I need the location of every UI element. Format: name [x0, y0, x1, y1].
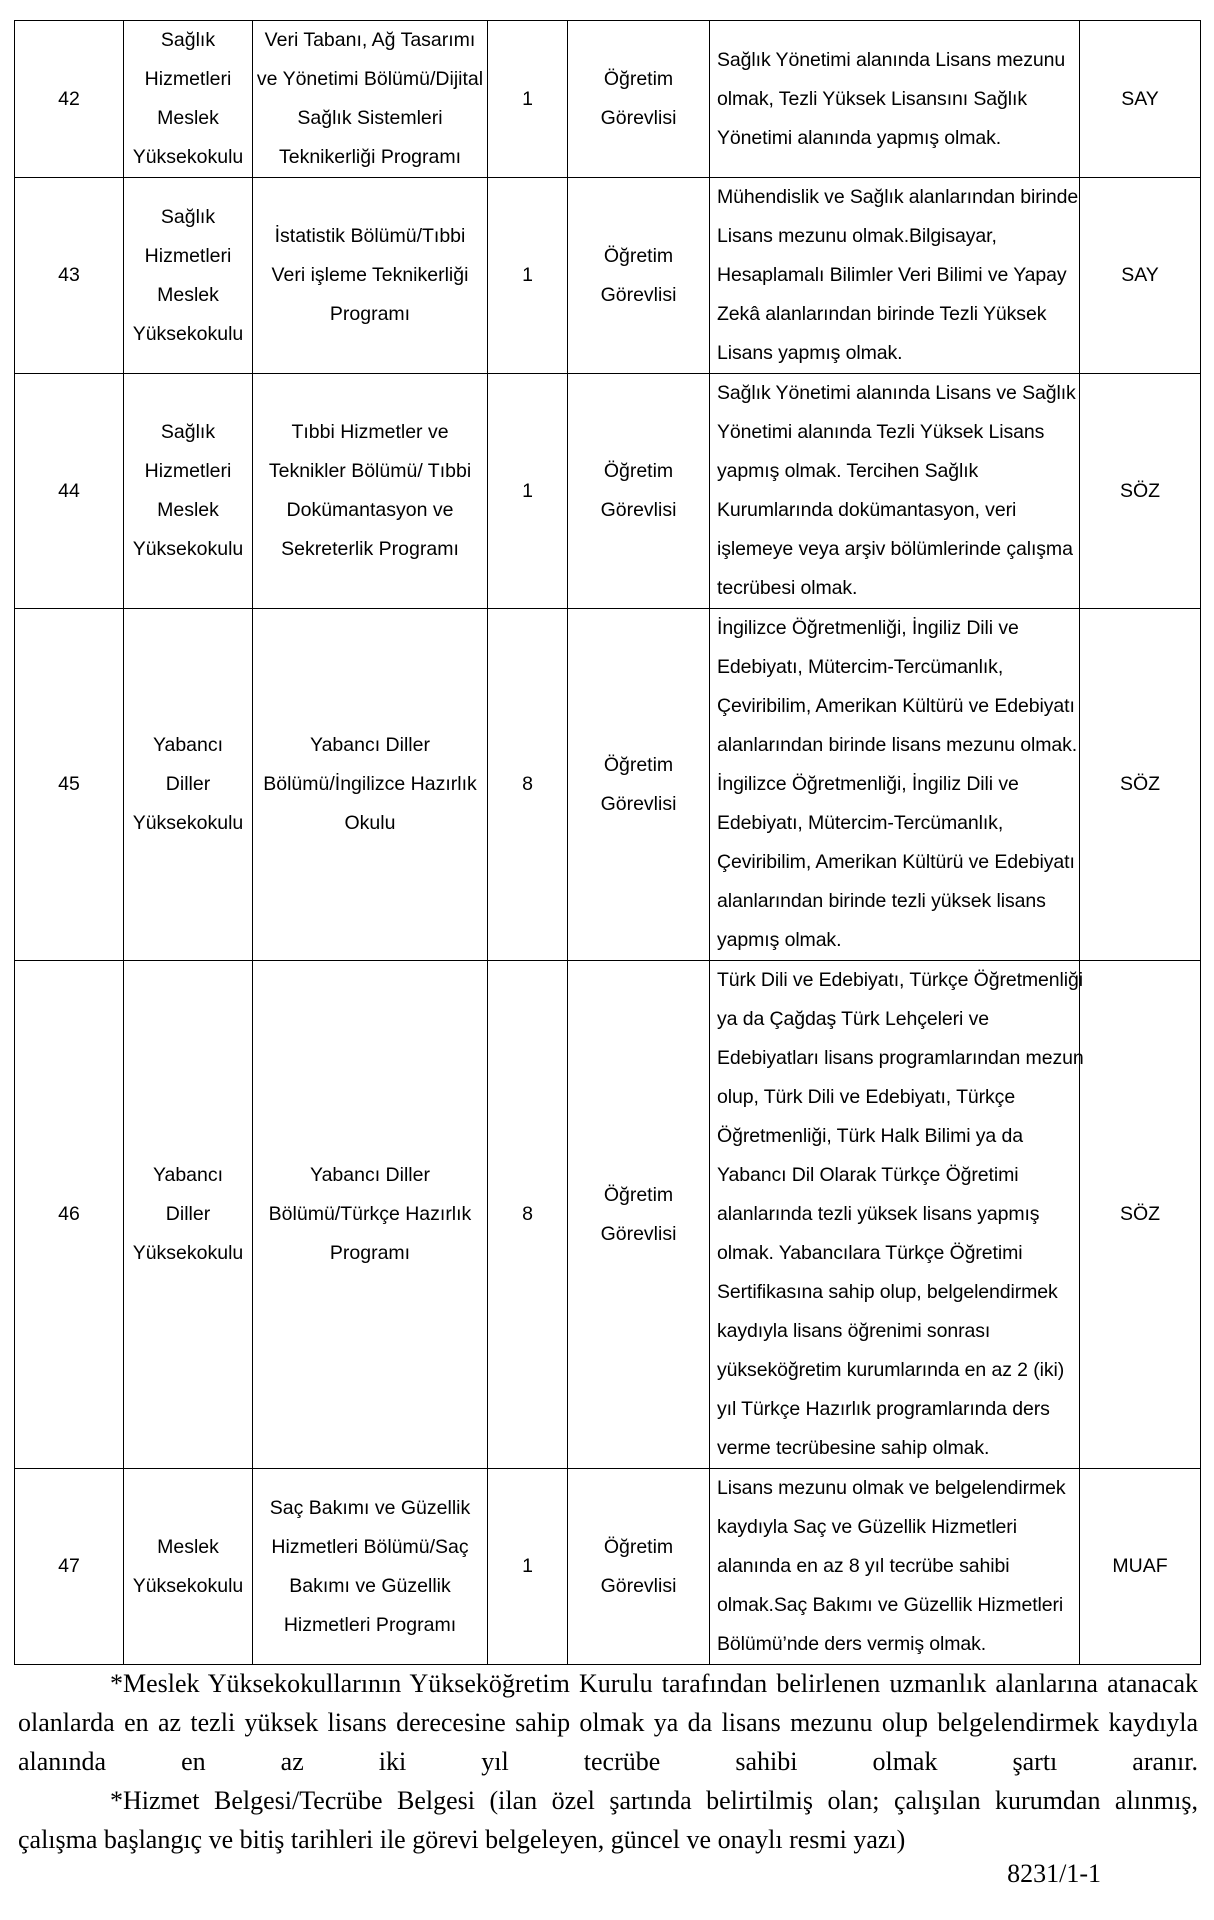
- requirements-line: Çeviribilim, Amerikan Kültürü ve Edebiyatı: [717, 695, 1075, 717]
- requirements-cell: [710, 609, 1080, 961]
- requirements-line: Çeviribilim, Amerikan Kültürü ve Edebiyatı: [717, 851, 1075, 873]
- requirements-line: tecrübesi olmak.: [717, 577, 858, 599]
- department-program-line: Bakımı ve Güzellik: [289, 1574, 451, 1597]
- requirements-line: Sağlık Yönetimi alanında Lisans mezunu: [717, 48, 1066, 71]
- row-number-cell: 46: [15, 961, 124, 1469]
- requirements-line: ya da Çağdaş Türk Lehçeleri ve: [717, 1008, 989, 1030]
- requirements-line: yapmış olmak.: [717, 929, 842, 951]
- academic-unit-line: Yüksekokulu: [132, 322, 244, 345]
- department-program-line: Yabancı Diller: [310, 1164, 430, 1186]
- academic-unit-line: Meslek: [157, 1535, 219, 1558]
- requirements-line: Bölümü’nde ders vermiş olmak.: [717, 1633, 987, 1655]
- department-program-cell: [253, 609, 488, 961]
- requirements-line: Yönetimi alanında yapmış olmak.: [717, 126, 1002, 149]
- department-program-line: Teknikler Bölümü/ Tıbbi: [268, 460, 472, 482]
- position-count-cell: 8: [488, 609, 568, 961]
- requirements-cell: [710, 961, 1084, 1469]
- academic-unit-line: Sağlık: [160, 421, 216, 443]
- academic-unit-line: Yabancı: [152, 1164, 224, 1186]
- position-title-cell: [568, 961, 710, 1469]
- page-reference: 8231/1-1: [1007, 1859, 1101, 1888]
- requirements-cell: [710, 374, 1080, 609]
- exam-type-cell: SÖZ: [1080, 374, 1201, 609]
- academic-unit-line: Hizmetleri: [144, 244, 232, 267]
- academic-unit-line: Yabancı: [152, 734, 224, 756]
- position-count-cell: 1: [488, 1469, 568, 1665]
- requirements-cell: [710, 178, 1080, 374]
- requirements-line: Kurumlarında dokümantasyon, veri: [717, 499, 1017, 521]
- academic-unit-line: Meslek: [157, 499, 219, 521]
- requirements-line: alanında en az 8 yıl tecrübe sahibi: [717, 1555, 1010, 1577]
- table-row: [15, 1469, 1201, 1665]
- position-title-cell: [568, 178, 710, 374]
- exam-type-cell: SAY: [1080, 21, 1201, 178]
- academic-unit-line: Hizmetleri: [144, 460, 232, 482]
- requirements-cell: [710, 21, 1080, 178]
- exam-type-cell: SÖZ: [1080, 609, 1201, 961]
- footnote-service-certificate: *Hizmet Belgesi/Tecrübe Belgesi (ilan özel şartında belirtilmiş olan; çalışılan kurumdan alınmış, çalışma başlangıç ve bitiş tarihleri ile görevi belgeleyen, güncel ve onaylı resmi yazı): [18, 1786, 1198, 1854]
- department-program-line: ve Yönetimi Bölümü/Dijital: [256, 68, 484, 90]
- department-program-line: Okulu: [344, 812, 396, 834]
- requirements-line: Zekâ alanlarından birinde Tezli Yüksek: [717, 303, 1047, 325]
- department-program-line: Bölümü/Türkçe Hazırlık: [268, 1203, 472, 1225]
- position-title-cell: [568, 1469, 710, 1665]
- requirements-line: Öğretmenliği, Türk Halk Bilimi ya da: [717, 1125, 1023, 1147]
- exam-type-cell: SAY: [1080, 178, 1201, 374]
- table-row: [15, 21, 1201, 178]
- academic-unit-cell: [124, 21, 253, 178]
- position-title-line: Görevlisi: [600, 283, 677, 306]
- position-count-cell: 8: [488, 961, 568, 1469]
- table-row: [15, 374, 1201, 609]
- requirements-line: Edebiyatları lisans programlarından mezun: [717, 1047, 1084, 1069]
- academic-unit-cell: [124, 1469, 253, 1665]
- requirements-line: Lisans mezunu olmak.Bilgisayar,: [717, 225, 997, 247]
- position-title-line: Öğretim: [603, 244, 674, 267]
- academic-unit-line: Sağlık: [160, 205, 216, 228]
- position-count-cell: 1: [488, 178, 568, 374]
- requirements-line: kaydıyla Saç ve Güzellik Hizmetleri: [717, 1516, 1017, 1538]
- department-program-line: Yabancı Diller: [310, 734, 430, 756]
- requirements-line: yükseköğretim kurumlarında en az 2 (iki): [717, 1359, 1065, 1381]
- requirements-line: alanlarından birinde tezli yüksek lisans: [717, 890, 1046, 912]
- department-program-line: Teknikerliği Programı: [278, 146, 462, 168]
- academic-unit-cell: [124, 178, 253, 374]
- requirements-cell: [710, 1469, 1080, 1665]
- position-title-line: Görevlisi: [600, 107, 677, 129]
- academic-unit-line: Meslek: [157, 107, 219, 129]
- position-title-line: Öğretim: [603, 1535, 674, 1558]
- row-number-cell: 45: [15, 609, 124, 961]
- department-program-cell: [253, 961, 488, 1469]
- table-row: [15, 961, 1201, 1469]
- requirements-line: olmak. Yabancılara Türkçe Öğretimi: [717, 1242, 1023, 1264]
- academic-unit-line: Yüksekokulu: [132, 538, 244, 560]
- academic-unit-line: Meslek: [157, 283, 219, 306]
- position-title-line: Görevlisi: [600, 1222, 677, 1245]
- academic-unit-line: Diller: [165, 1203, 211, 1225]
- requirements-line: Hesaplamalı Bilimler Veri Bilimi ve Yapay: [717, 264, 1067, 286]
- position-title-cell: [568, 609, 710, 961]
- department-program-cell: [253, 1469, 488, 1665]
- requirements-line: Lisans yapmış olmak.: [717, 342, 903, 364]
- requirements-line: Yönetimi alanında Tezli Yüksek Lisans: [717, 421, 1045, 443]
- requirements-line: Sağlık Yönetimi alanında Lisans ve Sağlık: [717, 382, 1076, 404]
- requirements-line: alanlarından birinde lisans mezunu olmak.: [717, 734, 1078, 756]
- academic-unit-line: Yüksekokulu: [132, 812, 244, 834]
- row-number-cell: 47: [15, 1469, 124, 1665]
- department-program-line: Veri Tabanı, Ağ Tasarımı: [264, 29, 476, 51]
- requirements-line: kaydıyla lisans öğrenimi sonrası: [717, 1320, 991, 1342]
- academic-unit-cell: [124, 961, 253, 1469]
- positions-table: [14, 20, 1201, 1665]
- position-title-cell: [568, 21, 710, 178]
- requirements-line: olup, Türk Dili ve Edebiyatı, Türkçe: [717, 1086, 1016, 1108]
- department-program-cell: [253, 21, 488, 178]
- row-number-cell: 42: [15, 21, 124, 178]
- position-title-line: Görevlisi: [600, 792, 677, 815]
- requirements-line: Edebiyatı, Mütercim-Tercümanlık,: [717, 812, 1004, 834]
- table-row: [15, 178, 1201, 374]
- department-program-line: Programı: [329, 303, 411, 325]
- position-title-line: Öğretim: [603, 753, 674, 776]
- position-title-line: Öğretim: [603, 460, 674, 482]
- department-program-line: Sağlık Sistemleri: [297, 107, 443, 129]
- position-count-cell: 1: [488, 21, 568, 178]
- department-program-line: Sekreterlik Programı: [281, 538, 459, 560]
- footnotes: [18, 1664, 1198, 1859]
- academic-unit-line: Yüksekokulu: [132, 1242, 244, 1264]
- department-program-line: İstatistik Bölümü/Tıbbi: [274, 225, 466, 247]
- exam-type-cell: SÖZ: [1080, 961, 1201, 1469]
- position-count-cell: 1: [488, 374, 568, 609]
- requirements-line: Lisans mezunu olmak ve belgelendirmek: [717, 1477, 1066, 1499]
- position-title-line: Öğretim: [603, 68, 674, 90]
- requirements-line: yıl Türkçe Hazırlık programlarında ders: [717, 1398, 1050, 1420]
- department-program-line: Dokümantasyon ve: [286, 499, 454, 521]
- department-program-line: Hizmetleri Bölümü/Saç: [271, 1535, 469, 1558]
- position-title-line: Görevlisi: [600, 499, 677, 521]
- requirements-line: olmak.Saç Bakımı ve Güzellik Hizmetleri: [717, 1594, 1064, 1616]
- requirements-line: Edebiyatı, Mütercim-Tercümanlık,: [717, 656, 1004, 678]
- academic-unit-line: Diller: [165, 773, 211, 795]
- department-program-cell: [253, 374, 488, 609]
- academic-unit-cell: [124, 609, 253, 961]
- position-title-line: Öğretim: [603, 1183, 674, 1206]
- exam-type-cell: MUAF: [1080, 1469, 1201, 1665]
- table-row: [15, 609, 1201, 961]
- position-title-line: Görevlisi: [600, 1574, 677, 1597]
- academic-unit-line: Sağlık: [160, 29, 216, 51]
- department-program-cell: [253, 178, 488, 374]
- department-program-line: Veri işleme Teknikerliği: [271, 264, 469, 286]
- academic-unit-line: Hizmetleri: [144, 68, 232, 90]
- footnote-vocational-school: *Meslek Yüksekokullarının Yükseköğretim Kurulu tarafından belirlenen uzmanlık alanlarına atanacak olanlarda en az tezli yüksek lisans derecesine sahip olmak ya da lisans mezunu olup belgelendirmek kaydıyla alanında en az iki yıl tecrübe sahibi olmak şartı aranır.: [18, 1669, 1198, 1776]
- department-program-line: Bölümü/İngilizce Hazırlık: [263, 773, 477, 795]
- requirements-line: olmak, Tezli Yüksek Lisansını Sağlık: [717, 87, 1027, 110]
- requirements-line: İngilizce Öğretmenliği, İngiliz Dili ve: [717, 773, 1019, 795]
- department-program-line: Tıbbi Hizmetler ve: [291, 421, 449, 443]
- requirements-line: Türk Dili ve Edebiyatı, Türkçe Öğretmenliği: [717, 969, 1083, 991]
- academic-unit-line: Yüksekokulu: [132, 1574, 244, 1597]
- requirements-line: Sertifikasına sahip olup, belgelendirmek: [717, 1281, 1058, 1303]
- department-program-line: Programı: [329, 1242, 411, 1264]
- requirements-line: işlemeye veya arşiv bölümlerinde çalışma: [717, 538, 1073, 560]
- department-program-line: Hizmetleri Programı: [283, 1613, 457, 1636]
- requirements-line: Yabancı Dil Olarak Türkçe Öğretimi: [717, 1164, 1019, 1186]
- row-number-cell: 43: [15, 178, 124, 374]
- requirements-line: Mühendislik ve Sağlık alanlarından birinde: [717, 186, 1079, 208]
- position-title-cell: [568, 374, 710, 609]
- row-number-cell: 44: [15, 374, 124, 609]
- requirements-line: verme tecrübesine sahip olmak.: [717, 1437, 990, 1459]
- academic-unit-cell: [124, 374, 253, 609]
- department-program-line: Saç Bakımı ve Güzellik: [269, 1496, 471, 1519]
- requirements-line: alanlarında tezli yüksek lisans yapmış: [717, 1203, 1040, 1225]
- academic-unit-line: Yüksekokulu: [132, 146, 244, 168]
- requirements-line: İngilizce Öğretmenliği, İngiliz Dili ve: [717, 617, 1019, 639]
- requirements-line: yapmış olmak. Tercihen Sağlık: [717, 460, 979, 482]
- positions-table-body: [15, 21, 1201, 1665]
